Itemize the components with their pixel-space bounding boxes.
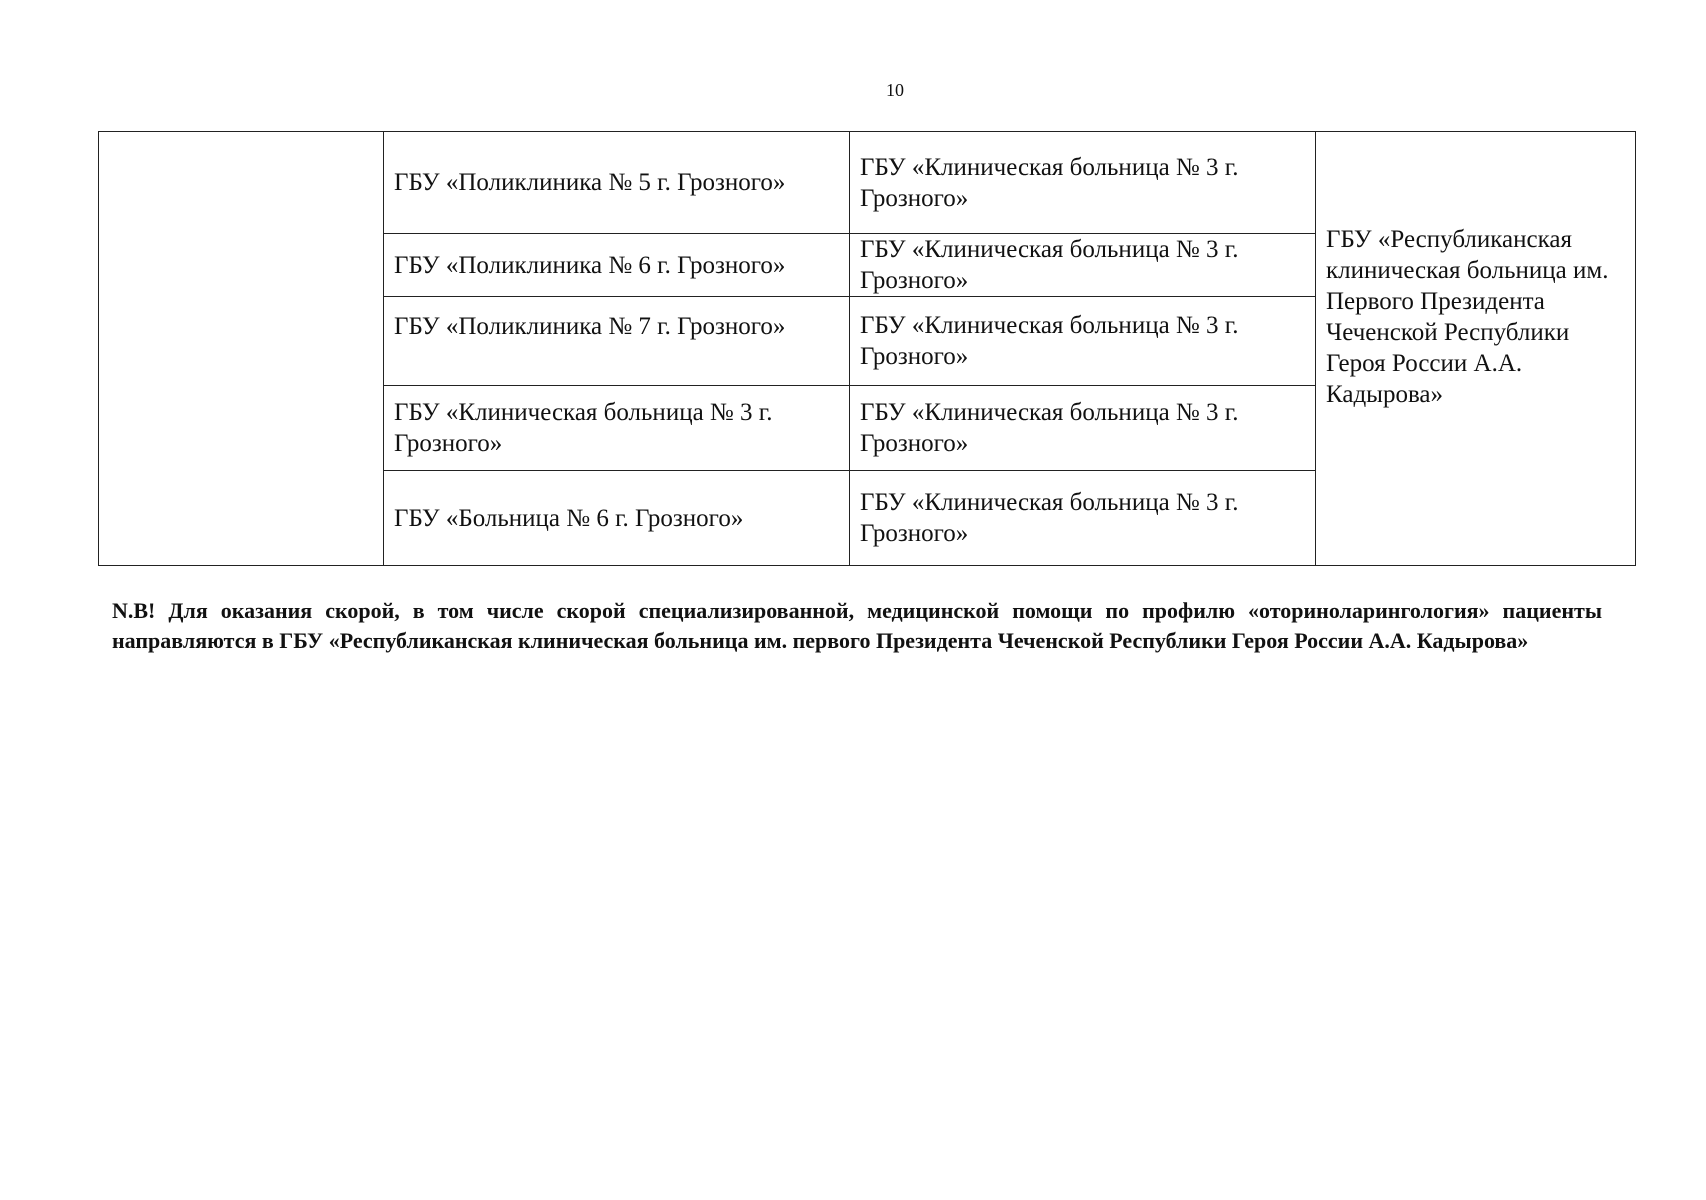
region-cell — [99, 132, 384, 566]
source-cell: ГБУ «Больница № 6 г. Грозного» — [384, 471, 850, 566]
source-cell: ГБУ «Поликлиника № 7 г. Грозного» — [384, 297, 850, 386]
destination-cell: ГБУ «Клиническая больница № 3 г. Грозного» — [850, 386, 1316, 471]
footnote: N.B! Для оказания скорой, в том числе скорой специализированной, медицинской помощи по профилю «оториноларингология» пациенты направляются в ГБУ «Республиканская клиническая больница им. первого Президента Чеченской Республики Героя России А.А. Кадырова» — [112, 598, 1602, 653]
source-cell: ГБУ «Поликлиника № 5 г. Грозного» — [384, 132, 850, 234]
routing-table — [98, 131, 1636, 566]
source-cell: ГБУ «Клиническая больница № 3 г. Грозного» — [384, 386, 850, 471]
destination-cell: ГБУ «Клиническая больница № 3 г. Грозного» — [850, 297, 1316, 386]
table-row — [99, 132, 1636, 234]
source-cell: ГБУ «Поликлиника № 6 г. Грозного» — [384, 234, 850, 297]
destination-cell: ГБУ «Клиническая больница № 3 г. Грозного» — [850, 234, 1316, 297]
destination-cell: ГБУ «Клиническая больница № 3 г. Грозного» — [850, 471, 1316, 566]
destination-cell: ГБУ «Клиническая больница № 3 г. Грозного» — [850, 132, 1316, 234]
final-destination-cell: ГБУ «Республиканская клиническая больница им. Первого Президента Чеченской Республики Героя России А.А. Кадырова» — [1316, 132, 1636, 566]
page-number: 10 — [886, 80, 904, 100]
